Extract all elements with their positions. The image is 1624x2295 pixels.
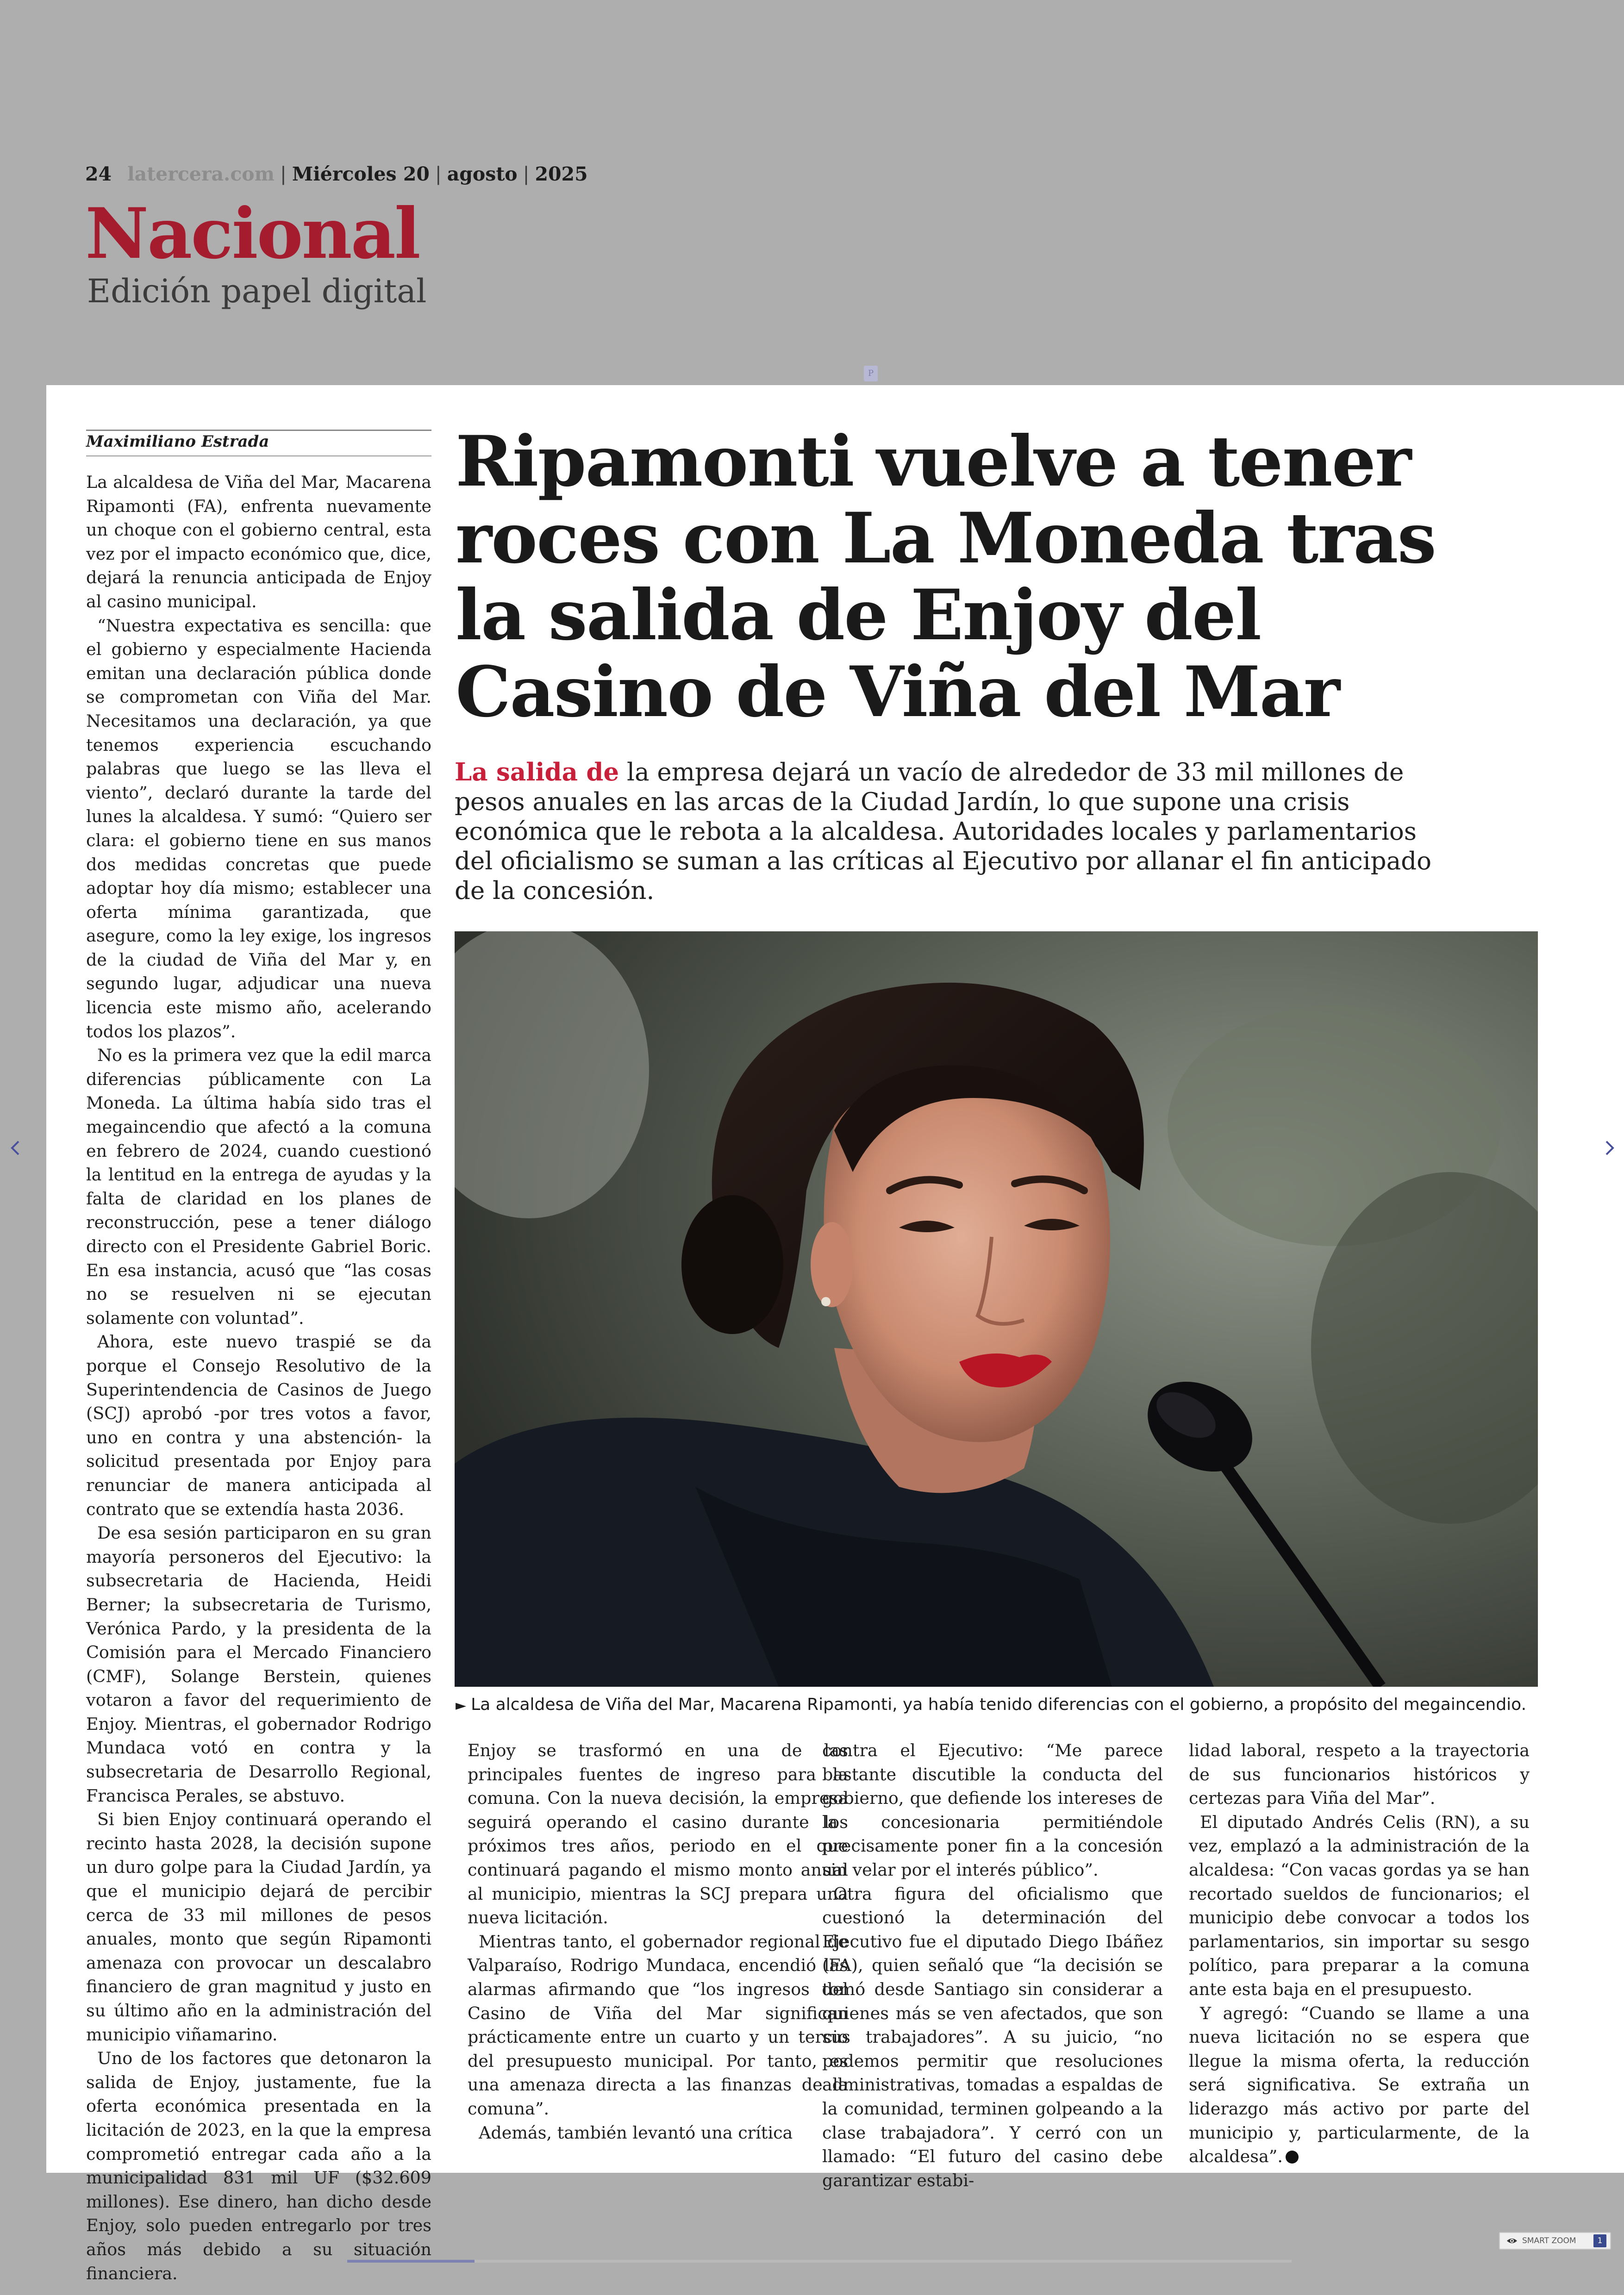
paragraph: De esa sesión participaron en su gran mayoría personeros del Ejecutivo: la subsecretaria de Hacienda, Heidi Berner; la subsecretaria de Turismo, Verónica Pardo, y la presidenta de la Comisión para el Mercado Financiero (CMF), Solange Berstein, quienes votaron a favor del requerimiento de Enjoy. Mientras, el gobernador Rodrigo Mundaca votó en contra y la subsecretaria de Desarrollo Regional, Francisca Perales, se abstuvo. (86, 1523, 431, 1806)
paragraph: Mientras tanto, el gobernador regional de Valparaíso, Rodrigo Mundaca, encendió las alarmas afirmando que “los ingresos del Casino de Viña del Mar significan prácticamente entre un cuarto y un tercio del presupuesto municipal. Por tanto, es una amenaza directa a las finanzas de la comuna”. (468, 1931, 848, 2119)
paragraph: La alcaldesa de Viña del Mar, Macarena Ripamonti (FA), enfrenta nuevamente un choque con el gobierno central, esta vez por el impacto económico que, dice, dejará la renuncia anticipada de Enjoy al casino municipal. (86, 472, 431, 611)
chevron-right-icon (1600, 1139, 1618, 1157)
section-title: Nacional (85, 193, 419, 274)
end-mark-icon (1286, 2151, 1299, 2164)
lead-kicker: La salida de (455, 758, 619, 786)
paragraph: Ahora, este nuevo traspié se da porque el Consejo Resolutivo de la Superintendencia de Casinos de Juego (SCJ) aprobó -por tres votos a favor, uno en contra y una abstención- la solicitud presentada por Enjoy para renunciar de manera anticipada al contrato que se extendía hasta 2036. (86, 1332, 431, 1519)
site-name: latercera.com (127, 163, 275, 185)
paragraph: Uno de los factores que detonaron la salida de Enjoy, justamente, fue la oferta económica presentada en la licitación de 2023, en la que la empresa comprometió entregar cada año a la municipalidad 831 mil UF ($32.609 millones). Ese dinero, han dicho desde Enjoy, solo pueden entregarlo por tres años más debido a su situación financiera. (86, 2048, 431, 2283)
edition-subtitle: Edición papel digital (87, 272, 427, 310)
portrait-illustration (455, 931, 1538, 1687)
year: 2025 (535, 163, 588, 185)
paragraph: No es la primera vez que la edil marca diferencias públicamente con La Moneda. La última había sido tras el megaincendio que afectó a la comuna en febrero de 2024, cuando cuestionó la lentitud en la entrega de ayudas y la falta de claridad en los planes de reconstrucción, pese a tener diálogo directo con el Presidente Gabriel Boric. En esa instancia, acusó que “las cosas no se resuelven ni se ejecutan solamente con voluntad”. (86, 1045, 431, 1328)
paragraph: Si bien Enjoy continuará operando el recinto hasta 2028, la decisión supone un duro golpe para la Ciudad Jardín, ya que el municipio dejará de percibir cerca de 33 mil millones de pesos anuales, monto que según Ripamonti amenaza con provocar un descalabro financiero de gran magnitud y justo en su último año en la administración del municipio viñamarino. (86, 1809, 431, 2045)
paragraph: Además, también levantó una crítica (479, 2122, 793, 2143)
page-pin-icon[interactable]: P (864, 366, 878, 381)
photo-caption (456, 1695, 1539, 1714)
smart-zoom-toggle[interactable] (1499, 2232, 1611, 2250)
separator: | (280, 163, 287, 185)
article-photo (455, 931, 1538, 1687)
caption-marker-icon: ► (456, 1697, 467, 1714)
headline: Ripamonti vuelve a tener roces con La Moneda tras la salida de Enjoy del Casino de Viña del Mar (456, 421, 1436, 733)
reading-progress-bar[interactable] (347, 2260, 1292, 2263)
eye-icon (1506, 2235, 1518, 2246)
month: agosto (447, 163, 518, 185)
reading-progress-fill (347, 2260, 475, 2263)
smart-zoom-label: SMART ZOOM (1522, 2236, 1576, 2245)
separator: | (435, 163, 442, 185)
paragraph: “Nuestra expectativa es sencilla: que el gobierno y especialmente Hacienda emitan una declaración pública donde se comprometan con Viña del Mar. Necesitamos una declaración, ya que tenemos experiencia escuchando palabras que luego se las lleva el viento”, declaró durante la tarde del lunes la alcaldesa. Y sumó: “Quiero ser clara: el gobierno tiene en sus manos dos medidas concretas que puede adoptar hoy día mismo; establecer una oferta mínima garantizada, que asegure, como la ley exige, los ingresos de la ciudad de Viña del Mar y, en segundo lugar, adjudicar una nueva licencia este mismo año, acelerando todos los plazos”. (86, 615, 431, 1041)
separator: | (523, 163, 530, 185)
paragraph: Otra figura del oficialismo que cuestionó la determinación del Ejecutivo fue el diputado Diego Ibáñez (FA), quien señaló que “la decisión se tomó desde Santiago sin considerar a quienes más se ven afectados, que son sus trabajadores”. A su juicio, “no podemos permitir que resoluciones administrativas, tomadas a espaldas de la comunidad, terminen golpeando a la clase trabajadora”. Y cerró con un llamado: “El futuro del casino debe garantizar estabi- (822, 1883, 1163, 2190)
article-column-2 (822, 1739, 1163, 2192)
paragraph: lidad laboral, respeto a la trayectoria de sus funcionarios históricos y certezas para Viña del Mar”. (1189, 1740, 1530, 1809)
byline-rule-bottom (86, 455, 431, 456)
smart-zoom-badge: 1 (1593, 2234, 1606, 2247)
paragraph: Y agregó: “Cuando se llame a una nueva licitación no se espera que llegue la misma oferta, la reducción será significativa. Se extraña un liderazgo más activo por parte del municipio y, particularmente, de la alcaldesa”. (1189, 2003, 1530, 2167)
masthead-dateline (85, 163, 588, 185)
page-number: 24 (85, 163, 112, 185)
article-left-column (86, 470, 431, 2285)
paragraph: contra el Ejecutivo: “Me parece bastante discutible la conducta del gobierno, que defiende los intereses de la concesionaria permitiéndole precisamente poner fin a la concesión sin velar por el interés público”. (822, 1740, 1163, 1880)
lead-paragraph (455, 757, 1436, 906)
previous-page-button[interactable] (6, 1139, 25, 1157)
paragraph: Enjoy se trasformó en una de las principales fuentes de ingreso para la comuna. Con la nueva decisión, la empresa seguirá operando el casino durante los próximos tres años, periodo en el que continuará pagando el mismo monto anual al municipio, mientras la SCJ prepara una nueva licitación. (468, 1740, 848, 1928)
chevron-left-icon (6, 1139, 25, 1157)
caption-text: La alcaldesa de Viña del Mar, Macarena Ripamonti, ya había tenido diferencias con el gobierno, a propósito del megaincendio. (471, 1695, 1527, 1714)
next-page-button[interactable] (1600, 1139, 1618, 1157)
byline: Maximiliano Estrada (86, 432, 269, 451)
weekday-day: Miércoles 20 (292, 163, 430, 185)
lead-text: la empresa dejará un vacío de alrededor de 33 mil millones de pesos anuales en las arcas de la Ciudad Jardín, lo que supone una crisis económica que le rebota a la alcaldesa. Autoridades locales y parlamentarios del oficialismo se suman a las críticas al Ejecutivo por allanar el fin anticipado de la concesión. (455, 758, 1432, 905)
byline-rule-top (86, 430, 431, 431)
article-column-1 (468, 1739, 848, 2145)
paragraph: El diputado Andrés Celis (RN), a su vez, emplazó a la administración de la alcaldesa: “Con vacas gordas ya se han recortado sueldos de funcionarios; el municipio debe convocar a todos los parlamentarios, sin importar su sesgo político, para preparar a la comuna ante esta baja en el presupuesto. (1189, 1812, 1530, 1999)
article-column-3 (1189, 1739, 1530, 2169)
